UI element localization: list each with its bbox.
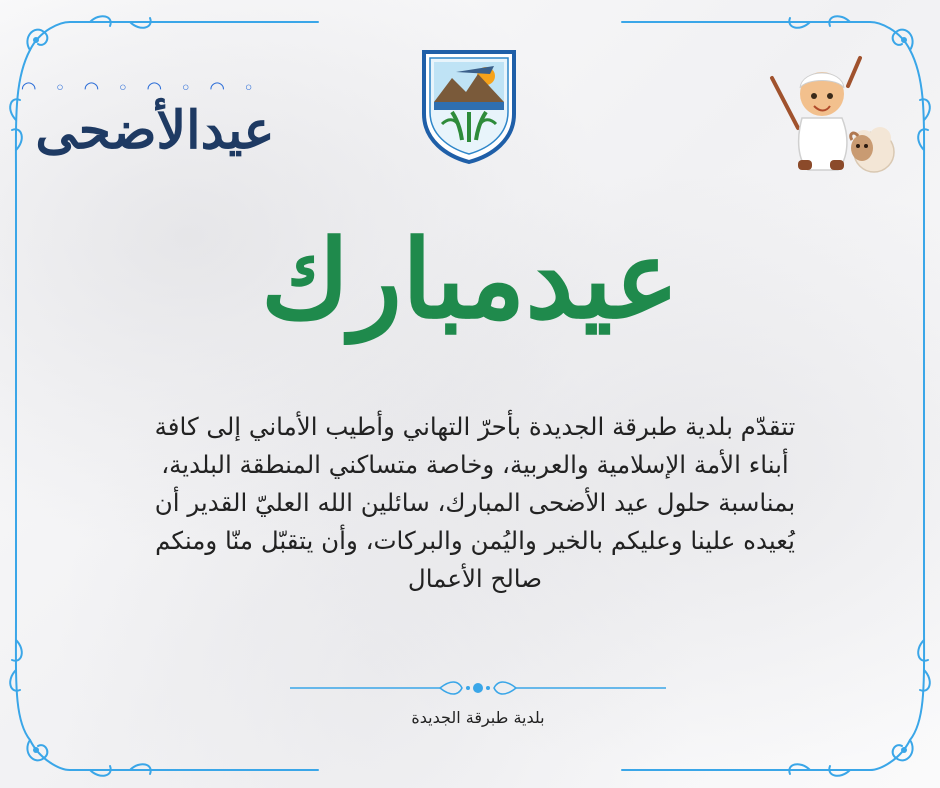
message-line: صالح الأعمال xyxy=(407,564,543,593)
message-line: بمناسبة حلول عيد الأضحى المبارك، سائلين الله العليّ القدير أن xyxy=(154,488,796,517)
eid-adha-logo-text: عيدالأضحى xyxy=(35,99,275,161)
message-line: أبناء الأمة الإسلامية والعربية، وخاصة متساكني المنطقة البلدية، xyxy=(161,450,789,479)
message-line: تتقدّم بلدية طبرقة الجديدة بأحرّ التهاني وأطيب الأماني إلى كافة xyxy=(154,412,796,441)
greeting-message xyxy=(70,408,880,598)
municipality-shield-icon xyxy=(416,44,522,164)
signature: بلدية طبرقة الجديدة xyxy=(411,708,545,727)
message-line: يُعيده علينا وعليكم بالخير واليُمن والبركات، وأن يتقبّل منّا ومنكم xyxy=(155,526,795,555)
eid-mubarak-title: عيدمبارك xyxy=(260,217,680,343)
eid-adha-logo xyxy=(20,70,275,190)
child-with-sheep-icon xyxy=(768,48,900,176)
footer-divider xyxy=(290,676,666,700)
crescent-dots-icon: ◦ ◠ ◦ ◠ ◦ ◠ ◦ ◠ xyxy=(20,78,260,99)
